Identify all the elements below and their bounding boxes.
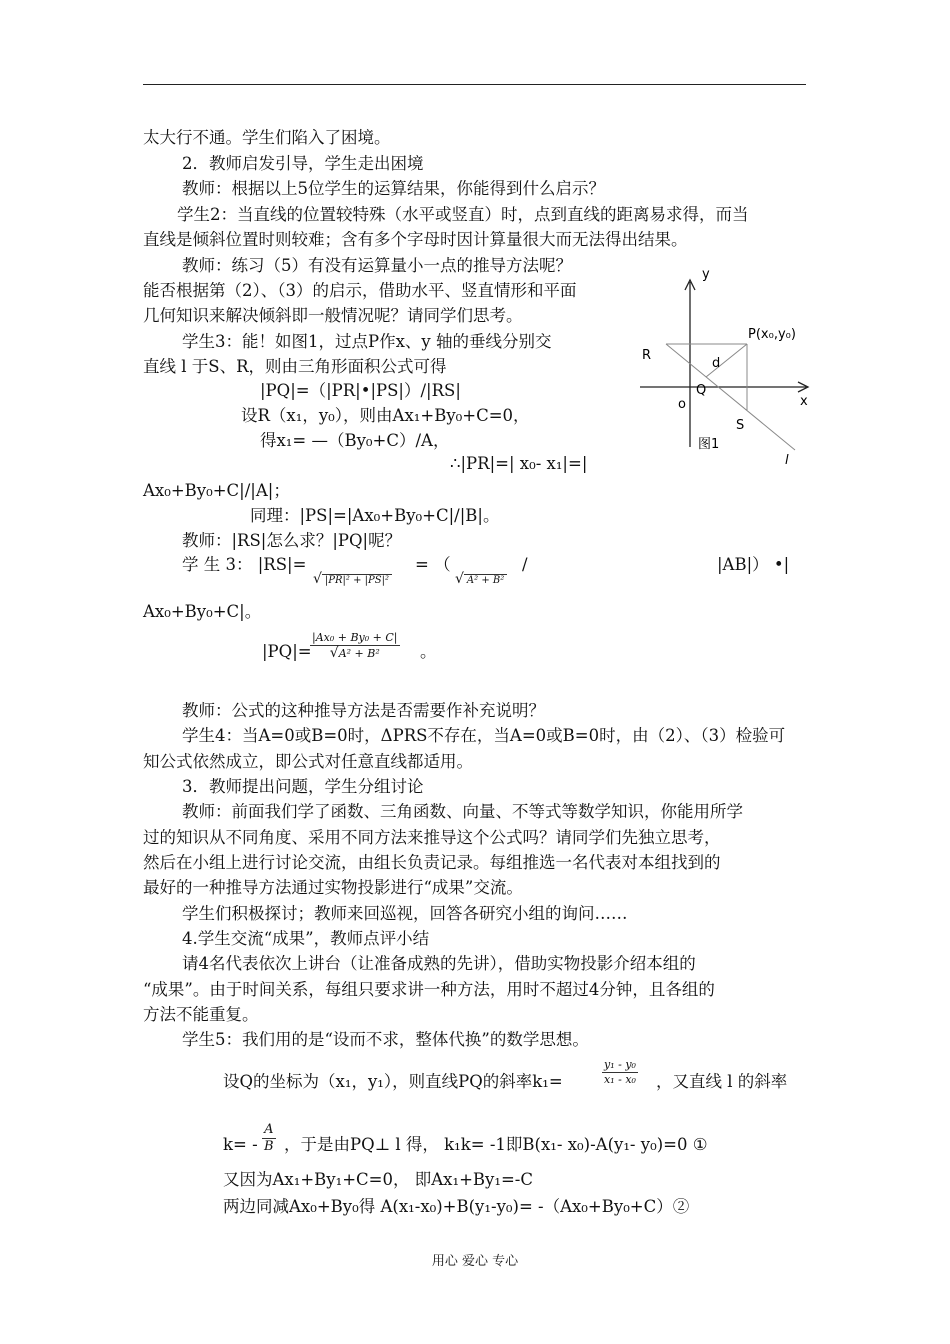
formula-part: ，又直线 l 的斜率	[656, 1072, 788, 1091]
text-line: 教师：|RS|怎么求？|PQ|呢？	[182, 531, 402, 550]
ab-sqrt-body: A² + B²	[464, 574, 507, 587]
pq-den: √A² + B²	[329, 645, 380, 661]
formula-line: 学 生 3： |RS|=	[182, 555, 307, 574]
q-label: Q	[696, 383, 707, 398]
formula-part: ，于是由PQ⊥ l 得， k₁k= -1即B(x₁- x₀)-A(y₁- y₀)=0 ①	[284, 1135, 708, 1154]
formula-part: = （	[415, 555, 451, 574]
text-line: 最好的一种推导方法通过实物投影进行“成果”交流。	[143, 878, 523, 897]
formula-line: 同理：|PS|=|Ax₀+By₀+C|/|B|。	[250, 506, 500, 525]
k-frac	[262, 1122, 276, 1155]
text-line: 过的知识从不同角度、采用不同方法来推导这个公式吗？请同学们先独立思考，	[143, 828, 721, 847]
formula-line: Ax₀+By₀+C|。	[143, 602, 262, 621]
s-label: S	[736, 418, 745, 433]
rs-sqrt: √ |PR|² + |PS|²	[313, 566, 392, 591]
r-label: R	[642, 348, 652, 363]
text-line: 几何知识来解决倾斜即一般情况呢？请同学们思考。	[143, 306, 523, 325]
formula-line: k= -	[223, 1135, 258, 1154]
formula-line: |PQ|=	[262, 642, 312, 661]
ab-sqrt: √ A² + B²	[455, 566, 507, 591]
text-line: 然后在小组上进行讨论交流，由组长负责记录。每组推选一名代表对本组找到的	[143, 853, 721, 872]
pq-fraction	[310, 631, 400, 661]
section-heading: 3．教师提出问题，学生分组讨论	[182, 777, 424, 796]
text-line: 直线 l 于S、R，则由三角形面积公式可得	[143, 357, 447, 376]
page-footer: 用心 爱心 专心	[431, 1254, 519, 1269]
text-line: 学生4：当A=0或B=0时，ΔPRS不存在，当A=0或B=0时，由（2）、（3）检验可	[182, 726, 786, 745]
formula-line: 设Q的坐标为（x₁，y₁），则直线PQ的斜率k₁=	[223, 1072, 563, 1091]
text-line: 方法不能重复。	[143, 1005, 259, 1024]
text-line: 请4名代表依次上讲台（让准备成熟的先讲），借助实物投影介绍本组的	[182, 954, 696, 973]
k-den: B	[264, 1139, 274, 1154]
rs-sqrt-body: |PR|² + |PS|²	[322, 574, 392, 587]
formula-line: 两边同减Ax₀+By₀得 A(x₁-x₀)+B(y₁-y₀)= -（Ax₀+By₀+C）②	[223, 1197, 690, 1216]
text-line: 能否根据第（2）、（3）的启示，借助水平、竖直情形和平面	[143, 281, 577, 300]
formula-part: |AB|） •|	[717, 555, 790, 574]
line-l-label: l	[785, 453, 789, 468]
formula-line: Ax₀+By₀+C|/|A|；	[143, 481, 290, 500]
text-line: 教师：根据以上5位学生的运算结果，你能得到什么启示？	[182, 179, 605, 198]
k1-frac	[602, 1058, 638, 1087]
text-line: 教师：练习（5）有没有运算量小一点的推导方法呢？	[182, 256, 572, 275]
d-label: d	[712, 356, 721, 371]
formula-line: ∴|PR|=| x₀- x₁|=|	[450, 454, 588, 473]
pq-frac	[310, 631, 400, 661]
origin-label: o	[678, 397, 686, 412]
k1-num: y₁ - y₀	[604, 1058, 636, 1071]
formula-part: 。	[420, 642, 437, 661]
formula-line: 又因为Ax₁+By₁+C=0， 即Ax₁+By₁=-C	[223, 1170, 533, 1189]
formula-line: 设R（x₁，y₀），则由Ax₁+By₀+C=0，	[241, 406, 530, 425]
formula-line: |PQ|=（|PR|•|PS|）/|RS|	[260, 381, 461, 400]
k-num: A	[262, 1122, 276, 1139]
header-rule	[143, 84, 806, 85]
pq-num: |Ax₀ + By₀ + C|	[312, 631, 398, 644]
figure-caption: 图1	[698, 437, 720, 452]
section-heading: 4.学生交流“成果”，教师点评小结	[182, 929, 430, 948]
text-line: 学生3：能！如图1，过点P作x、y 轴的垂线分别交	[182, 332, 552, 351]
k1-den: x₁ - x₀	[604, 1073, 636, 1086]
text-line: 直线是倾斜位置时则较难；含有多个字母时因计算量很大而无法得出结果。	[143, 230, 688, 249]
text-line: 知公式依然成立，即公式对任意直线都适用。	[143, 752, 473, 771]
y-label: y	[702, 267, 710, 282]
x-label: x	[800, 394, 808, 409]
text-line: 教师：前面我们学了函数、三角函数、向量、不等式等数学知识，你能用所学	[182, 802, 743, 821]
k1-fraction	[602, 1058, 638, 1087]
text-line: 教师：公式的这种推导方法是否需要作补充说明？	[182, 701, 545, 720]
formula-line: 得x₁= —（By₀+C）/A，	[260, 431, 450, 450]
text-line: 学生2：当直线的位置较特殊（水平或竖直）时，点到直线的距离易求得，而当	[177, 205, 749, 224]
figure-1	[630, 262, 820, 472]
text-line: 学生5：我们用的是“设而不求，整体代换”的数学思想。	[182, 1030, 589, 1049]
formula-part: /	[522, 555, 528, 574]
p-label: P(x₀,y₀)	[748, 327, 796, 342]
text-line: 学生们积极探讨；教师来回巡视，回答各研究小组的询问……	[182, 904, 628, 923]
k-fraction	[262, 1122, 276, 1155]
section-heading: 2．教师启发引导，学生走出困境	[182, 154, 424, 173]
text-line: 太大行不通。学生们陷入了困境。	[143, 128, 391, 147]
text-line: “成果”。由于时间关系，每组只要求讲一种方法，用时不超过4分钟，且各组的	[143, 980, 715, 999]
